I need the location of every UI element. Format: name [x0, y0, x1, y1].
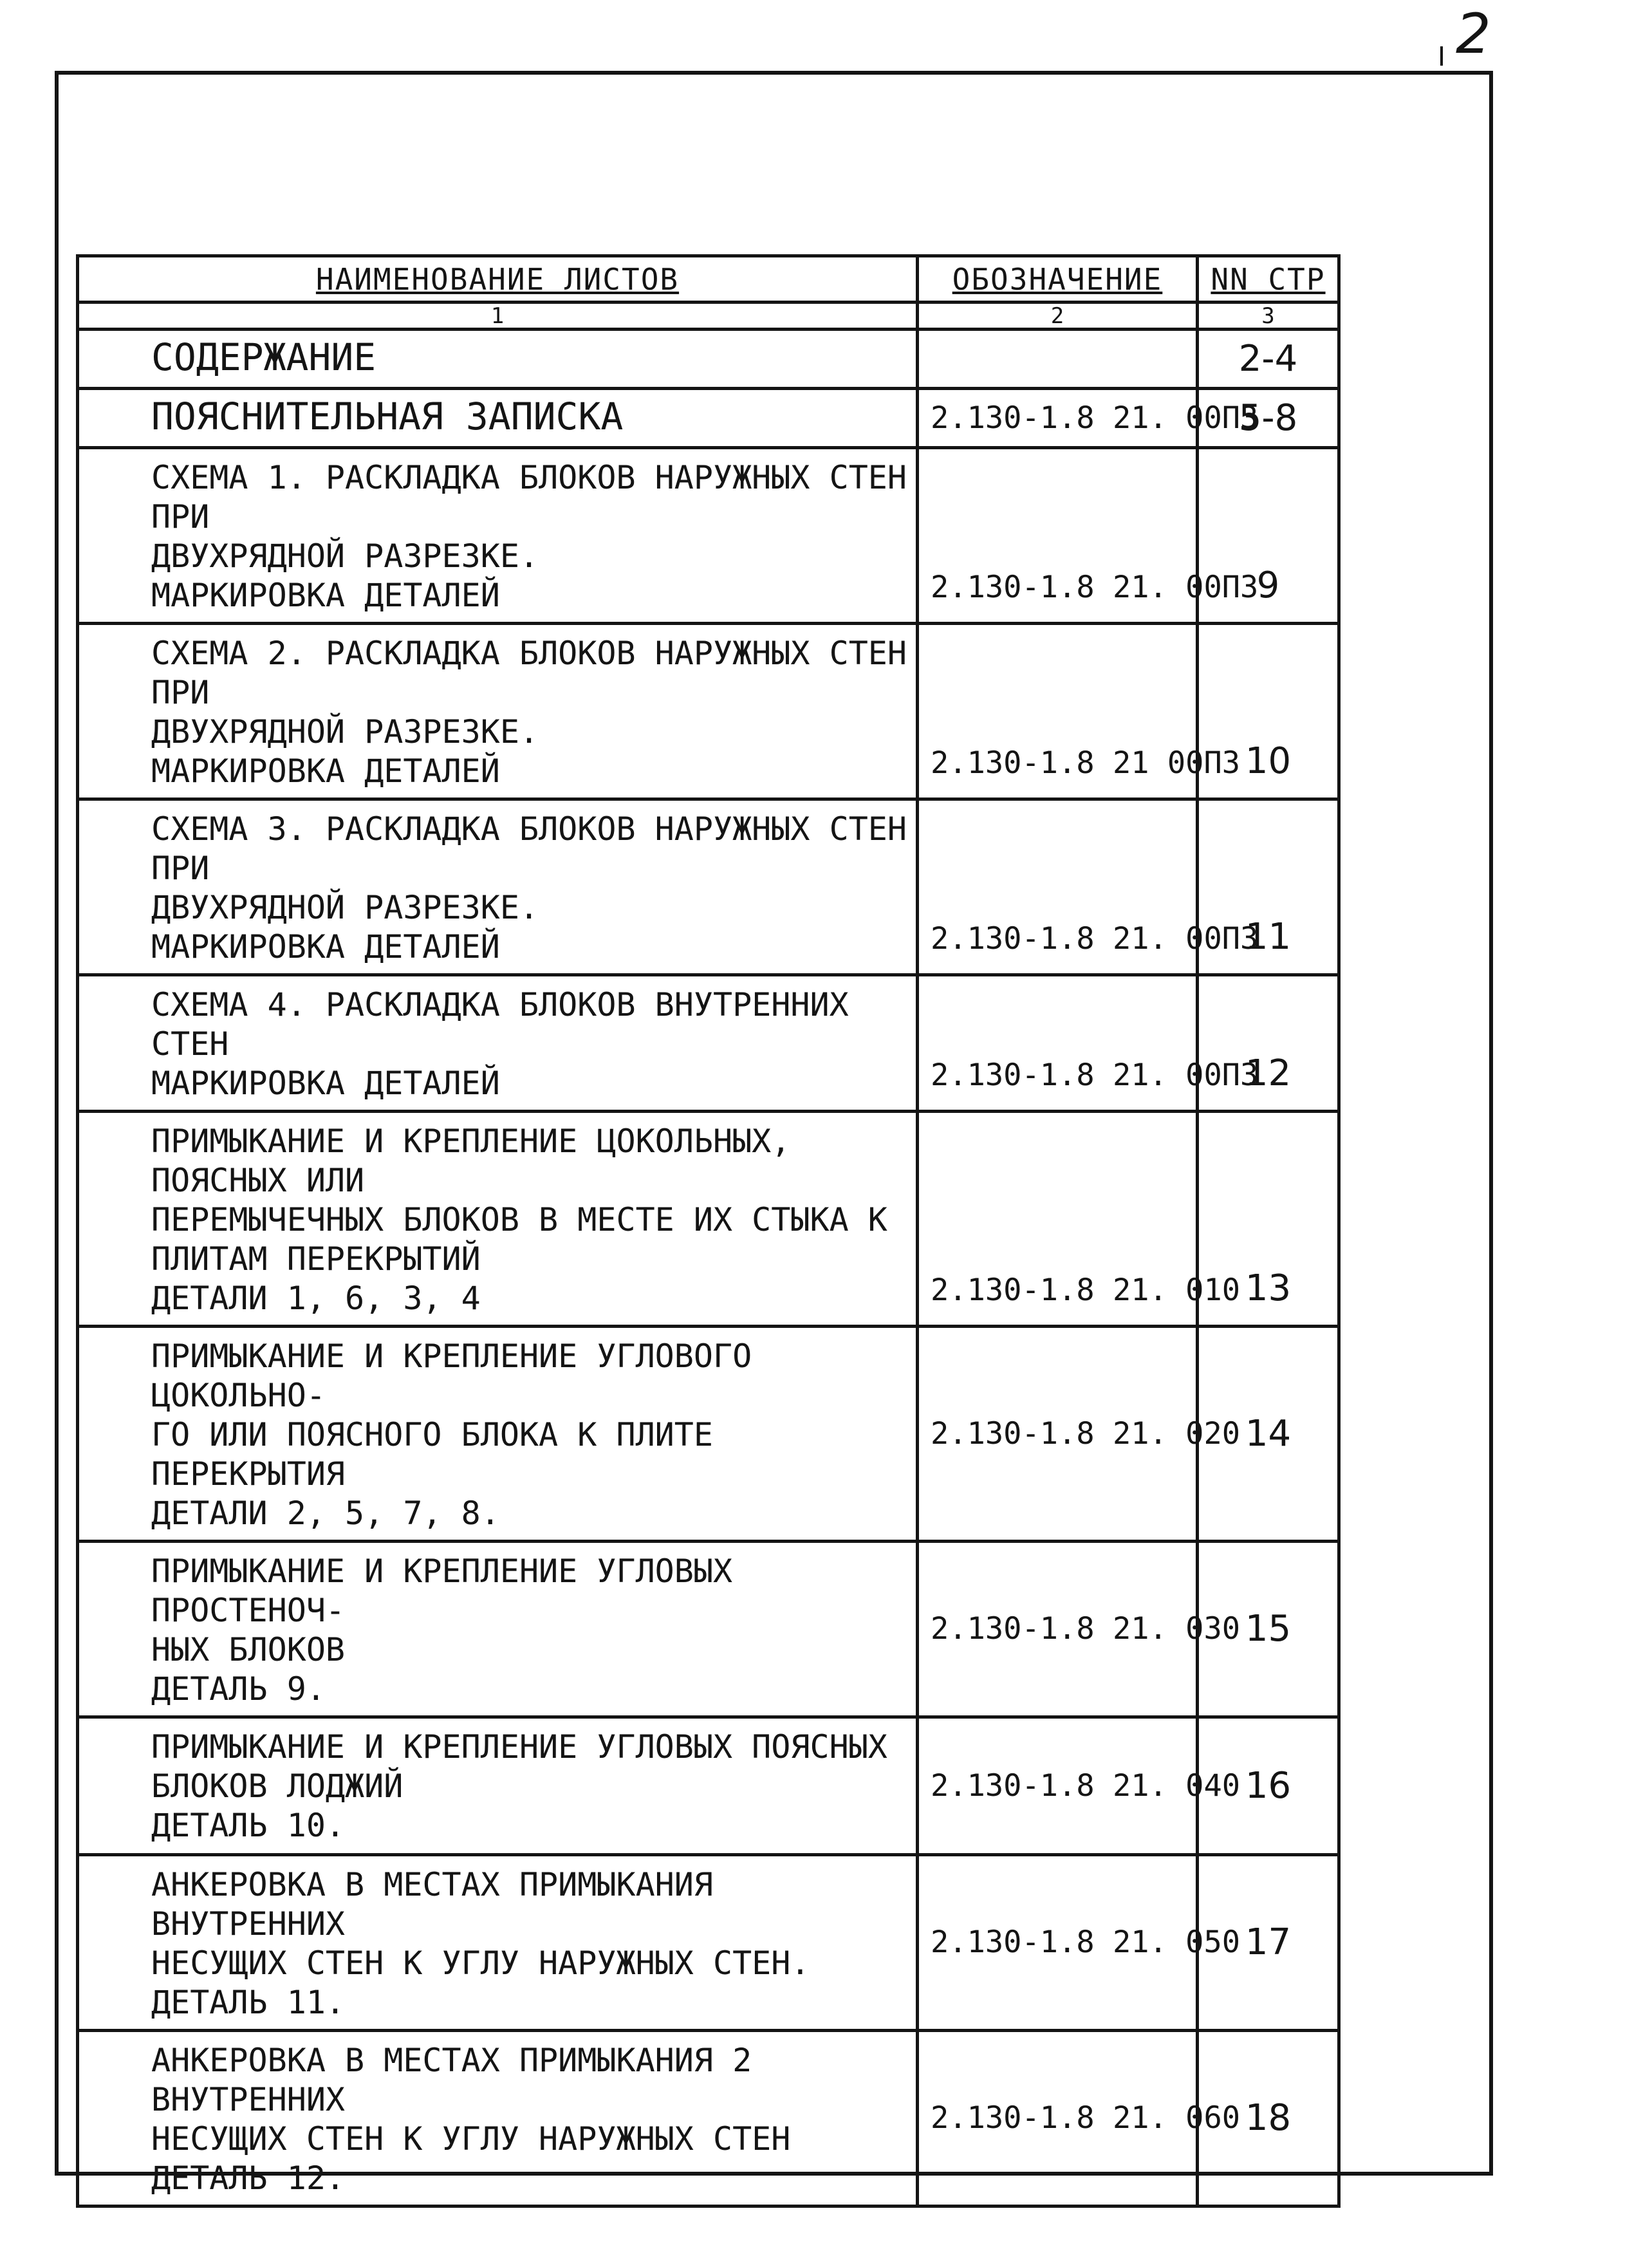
sheet-designation: 2.130-1.8 21 00ПЗ [918, 623, 1198, 799]
sheet-name: СХЕМА 3. РАСКЛАДКА БЛОКОВ НАРУЖНЫХ СТЕН ПРИ ДВУХРЯДНОЙ РАЗРЕЗКЕ. МАРКИРОВКА ДЕТАЛЕЙ [78, 799, 918, 975]
header-pages: NN СТР [1198, 256, 1339, 303]
sheet-designation: 2.130-1.8 21. 060 [918, 2030, 1198, 2206]
table-row [78, 1326, 1339, 1541]
page-number: 2 [1456, 2, 1491, 66]
table-row [78, 1541, 1339, 1717]
table-row [78, 1111, 1339, 1326]
table-row [78, 330, 1339, 389]
table-row [78, 1854, 1339, 2030]
table-header-row [78, 256, 1339, 303]
sheet-name: АНКЕРОВКА В МЕСТАХ ПРИМЫКАНИЯ 2 ВНУТРЕННИХ НЕСУЩИХ СТЕН К УГЛУ НАРУЖНЫХ СТЕН ДЕТАЛЬ 12. [78, 2030, 918, 2206]
sheet-name: ПРИМЫКАНИЕ И КРЕПЛЕНИЕ УГЛОВЫХ ПРОСТЕНОЧ- НЫХ БЛОКОВ ДЕТАЛЬ 9. [78, 1541, 918, 1717]
contents-table [76, 254, 1341, 2208]
sheet-pages: 14 [1198, 1326, 1339, 1541]
table-row [78, 975, 1339, 1111]
column-number: 3 [1198, 303, 1339, 330]
sheet-pages: 13 [1198, 1111, 1339, 1326]
sheet-designation: 2.130-1.8 21. 00ПЗ [918, 975, 1198, 1111]
column-numbers-row [78, 303, 1339, 330]
table-row [78, 1717, 1339, 1854]
table-row [78, 2030, 1339, 2206]
header-designation: ОБОЗНАЧЕНИЕ [918, 256, 1198, 303]
sheet-pages: 11 [1198, 799, 1339, 975]
sheet-pages: 17 [1198, 1854, 1339, 2030]
sheet-designation [918, 330, 1198, 389]
sheet-pages: 5-8 [1198, 388, 1339, 447]
sheet-name: СХЕМА 4. РАСКЛАДКА БЛОКОВ ВНУТРЕННИХ СТЕН МАРКИРОВКА ДЕТАЛЕЙ [78, 975, 918, 1111]
sheet-designation: 2.130-1.8 21. 050 [918, 1854, 1198, 2030]
column-number: 2 [918, 303, 1198, 330]
table-row [78, 799, 1339, 975]
column-number: 1 [78, 303, 918, 330]
sheet-designation: 2.130-1.8 21. 00ПЗ [918, 447, 1198, 623]
sheet-name: ПРИМЫКАНИЕ И КРЕПЛЕНИЕ ЦОКОЛЬНЫХ, ПОЯСНЫХ ИЛИ ПЕРЕМЫЧЕЧНЫХ БЛОКОВ В МЕСТЕ ИХ СТЫКА К ПЛИТАМ ПЕРЕКРЫТИЙ ДЕТАЛИ 1, 6, 3, 4 [78, 1111, 918, 1326]
sheet-designation: 2.130-1.8 21. 00П3 [918, 799, 1198, 975]
sheet-designation: 2.130-1.8 21. 00ПЗ [918, 388, 1198, 447]
sheet-name: СОДЕРЖАНИЕ [78, 330, 918, 389]
sheet-name: СХЕМА 2. РАСКЛАДКА БЛОКОВ НАРУЖНЫХ СТЕН ПРИ ДВУХРЯДНОЙ РАЗРЕЗКЕ. МАРКИРОВКА ДЕТАЛЕЙ [78, 623, 918, 799]
table-row [78, 388, 1339, 447]
sheet-designation: 2.130-1.8 21. 030 [918, 1541, 1198, 1717]
sheet-designation: 2.130-1.8 21. 040 [918, 1717, 1198, 1854]
page-number-tick [1440, 46, 1443, 66]
sheet-designation: 2.130-1.8 21. 010 [918, 1111, 1198, 1326]
sheet-pages: 12 [1198, 975, 1339, 1111]
sheet-name: ПРИМЫКАНИЕ И КРЕПЛЕНИЕ УГЛОВОГО ЦОКОЛЬНО- ГО ИЛИ ПОЯСНОГО БЛОКА К ПЛИТЕ ПЕРЕКРЫТИЯ ДЕТАЛИ 2, 5, 7, 8. [78, 1326, 918, 1541]
sheet-pages: 2-4 [1198, 330, 1339, 389]
sheet-name: ПОЯСНИТЕЛЬНАЯ ЗАПИСКА [78, 388, 918, 447]
sheet-pages: 16 [1198, 1717, 1339, 1854]
sheet-name: СХЕМА 1. РАСКЛАДКА БЛОКОВ НАРУЖНЫХ СТЕН ПРИ ДВУХРЯДНОЙ РАЗРЕЗКЕ. МАРКИРОВКА ДЕТАЛЕЙ [78, 447, 918, 623]
sheet-pages: 10 [1198, 623, 1339, 799]
sheet-designation: 2.130-1.8 21. 020 [918, 1326, 1198, 1541]
header-name: НАИМЕНОВАНИЕ ЛИСТОВ [78, 256, 918, 303]
sheet-pages: 15 [1198, 1541, 1339, 1717]
sheet-name: ПРИМЫКАНИЕ И КРЕПЛЕНИЕ УГЛОВЫХ ПОЯСНЫХ БЛОКОВ ЛОДЖИЙ ДЕТАЛЬ 10. [78, 1717, 918, 1854]
sheet-name: АНКЕРОВКА В МЕСТАХ ПРИМЫКАНИЯ ВНУТРЕННИХ НЕСУЩИХ СТЕН К УГЛУ НАРУЖНЫХ СТЕН. ДЕТАЛЬ 11. [78, 1854, 918, 2030]
table-row [78, 623, 1339, 799]
sheet-pages: 18 [1198, 2030, 1339, 2206]
sheet-pages: 9 [1198, 447, 1339, 623]
table-row [78, 447, 1339, 623]
